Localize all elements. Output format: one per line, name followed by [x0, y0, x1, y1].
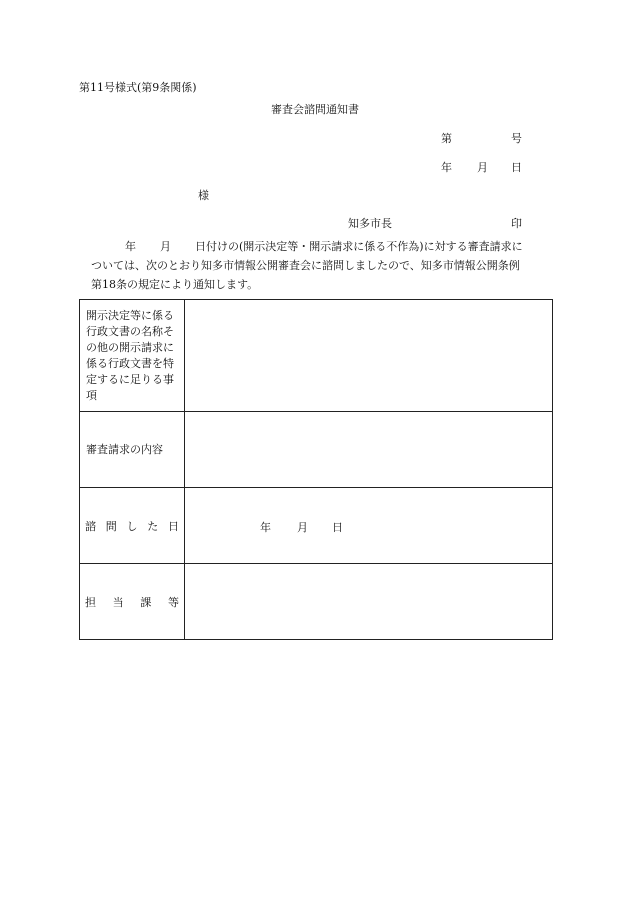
table-row — [80, 412, 553, 488]
appeal-content-field[interactable] — [185, 412, 553, 488]
document-identification-field[interactable] — [185, 300, 553, 412]
document-title: 審査会諮問通知書 — [271, 103, 359, 116]
doc-number-suffix: 号 — [511, 132, 522, 145]
label-cell — [80, 488, 185, 564]
consultation-date-value — [185, 519, 552, 533]
body-month: 月 — [160, 240, 171, 253]
responsible-section-field[interactable] — [185, 564, 553, 640]
doc-date-day: 日 — [511, 161, 522, 174]
sender-title: 知多市長 — [348, 217, 392, 230]
info-table — [79, 299, 553, 640]
table-row — [80, 300, 553, 412]
sender-seal: 印 — [511, 217, 522, 230]
table-row — [80, 488, 553, 564]
consultation-day: 日 — [332, 520, 343, 534]
consultation-year: 年 — [260, 520, 271, 534]
appeal-content-label: 審査請求の内容 — [86, 442, 163, 456]
doc-number-prefix: 第 — [441, 132, 452, 145]
label-cell — [80, 412, 185, 488]
body-year: 年 — [125, 240, 136, 253]
form-number: 第11号様式(第9条関係) — [79, 81, 197, 94]
body-line-1 — [125, 241, 523, 252]
doc-date-year: 年 — [441, 161, 452, 174]
table-row — [80, 564, 553, 640]
label-cell — [80, 300, 185, 412]
consultation-month: 月 — [297, 520, 308, 534]
label-cell — [80, 564, 185, 640]
doc-date-month: 月 — [477, 161, 488, 174]
addressee-honorific: 様 — [198, 189, 209, 202]
consultation-date-field[interactable] — [185, 488, 553, 564]
responsible-section-label: 担 当 課 等 — [85, 595, 179, 609]
body-text-1: 日付けの(開示決定等・開示請求に係る不作為)に対する審査請求に — [195, 240, 523, 253]
body-line-2: ついては、次のとおり知多市情報公開審査会に諮問しましたので、知多市情報公開条例 — [91, 259, 520, 272]
consultation-date-label: 諮 問 し た 日 — [85, 519, 179, 533]
document-identification-label: 開示決定等に係る行政文書の名称その他の開示請求に係る行政文書を特定するに足りる事項 — [86, 308, 174, 402]
body-line-3: 第18条の規定により通知します。 — [91, 278, 259, 291]
